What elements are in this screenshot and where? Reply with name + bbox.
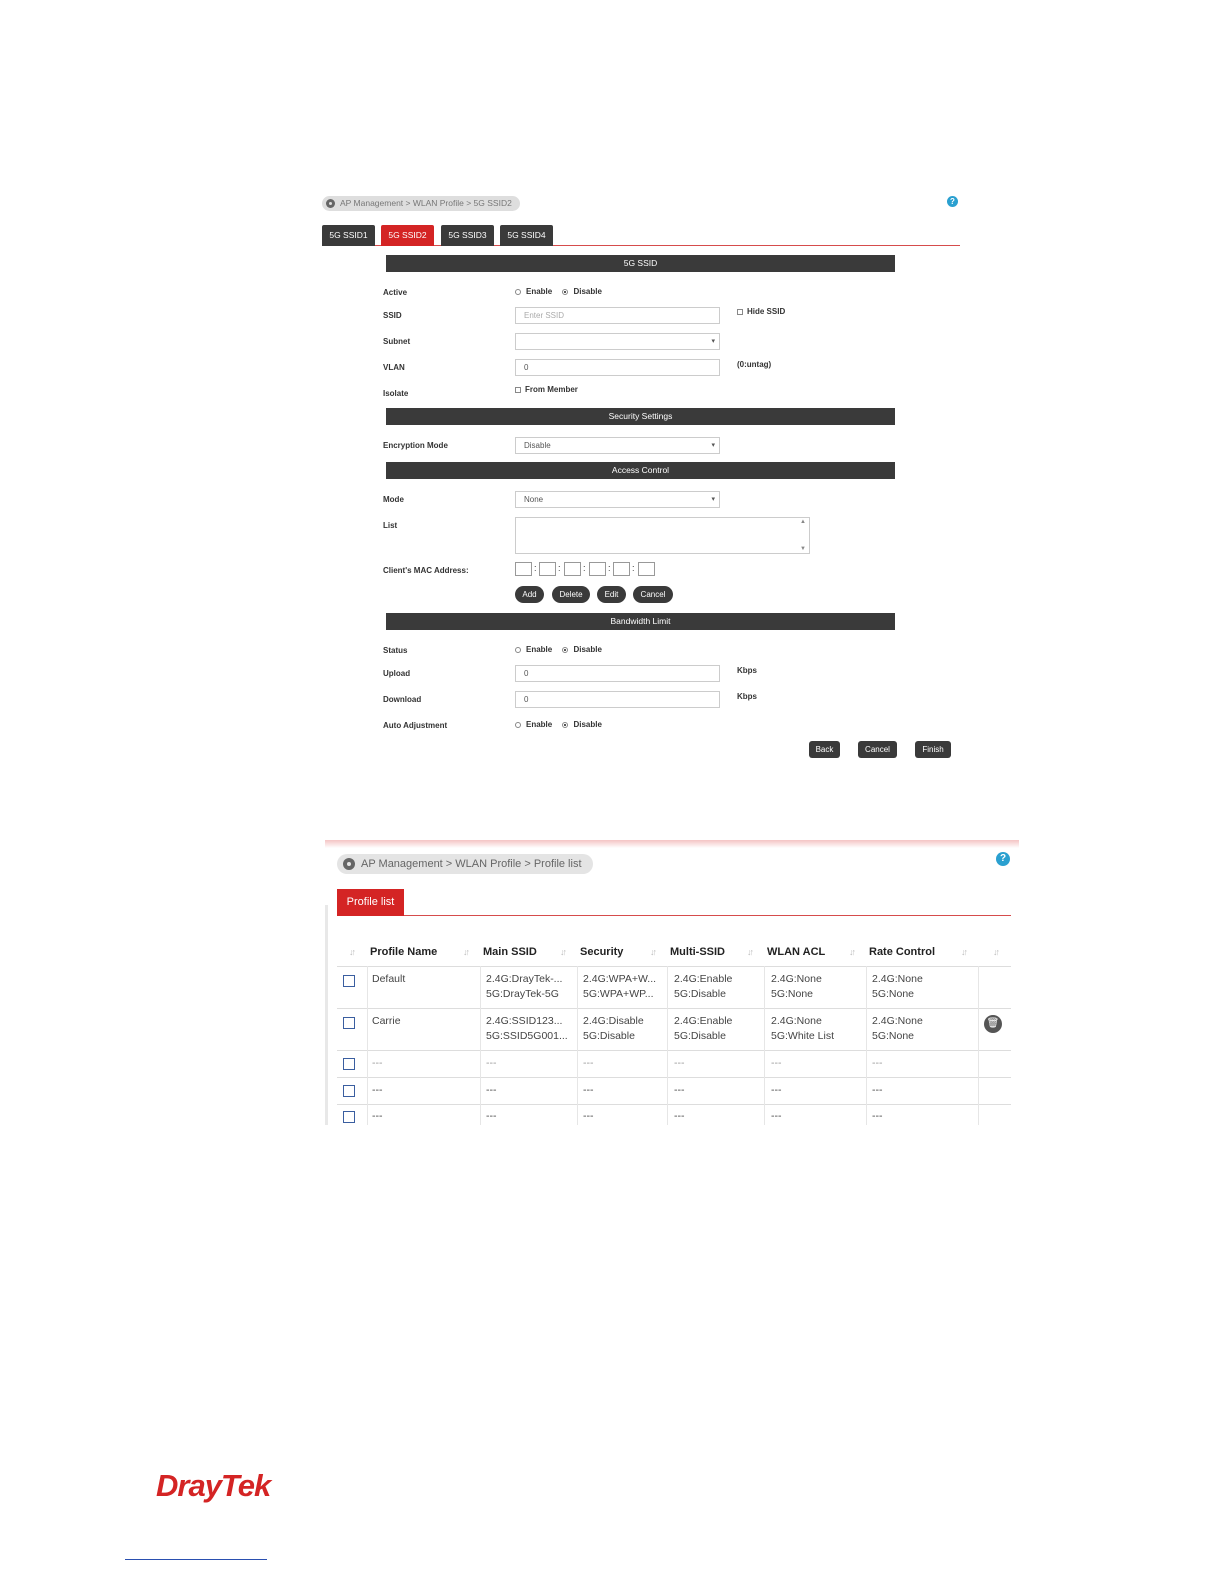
profile-name: --- <box>372 1084 383 1096</box>
multi-ssid: 2.4G:Enable 5G:Disable <box>674 973 733 1000</box>
wlan-acl: 2.4G:None 5G:None <box>771 973 822 1000</box>
location-pin-icon <box>343 858 355 870</box>
mac-separator: : <box>608 563 611 573</box>
tab-bar <box>322 225 960 246</box>
hide-ssid-checkbox[interactable] <box>737 309 743 315</box>
main-ssid: --- <box>486 1057 497 1069</box>
wlan-acl: --- <box>771 1084 782 1096</box>
active-enable-radio[interactable] <box>515 289 521 295</box>
auto-adjustment-label: Auto Adjustment <box>383 721 448 730</box>
status-disable-radio[interactable] <box>562 647 568 653</box>
section-5g-ssid: 5G SSID <box>386 255 895 272</box>
row-divider <box>337 966 1011 967</box>
active-disable-radio[interactable] <box>562 289 568 295</box>
sort-icon[interactable]: ↓↑ <box>993 947 998 957</box>
profile-name: Default <box>372 973 406 985</box>
left-edge <box>325 905 328 1125</box>
wlan-acl: --- <box>771 1057 782 1069</box>
location-pin-icon <box>326 199 335 208</box>
multi-ssid: --- <box>674 1084 685 1096</box>
mac-separator: : <box>534 563 537 573</box>
tab-5g-ssid4[interactable]: 5G SSID4 <box>500 225 553 246</box>
ssid-input[interactable]: Enter SSID <box>515 307 720 324</box>
download-label: Download <box>383 695 422 704</box>
breadcrumb <box>322 196 520 211</box>
breadcrumb-text: AP Management > WLAN Profile > 5G SSID2 <box>340 198 512 208</box>
add-button[interactable]: Add <box>515 586 544 603</box>
tab-5g-ssid3[interactable]: 5G SSID3 <box>441 225 494 246</box>
scroll-down-icon[interactable]: ▼ <box>800 546 806 552</box>
isolate-option <box>515 385 578 394</box>
auto-adjustment-radio-group <box>515 720 602 729</box>
col-security[interactable]: Security <box>580 946 624 958</box>
security: --- <box>583 1084 594 1096</box>
sort-icon[interactable]: ↓↑ <box>463 947 468 957</box>
rate-control: 2.4G:None 5G:None <box>872 1015 923 1042</box>
encryption-mode-label: Encryption Mode <box>383 441 448 450</box>
upload-label: Upload <box>383 669 411 678</box>
upload-unit: Kbps <box>737 666 757 675</box>
col-main-ssid[interactable]: Main SSID <box>483 946 537 958</box>
vlan-input[interactable]: 0 <box>515 359 720 376</box>
mac-octet-4[interactable] <box>589 562 606 576</box>
main-ssid: --- <box>486 1110 497 1122</box>
sort-icon[interactable]: ↓↑ <box>560 947 565 957</box>
rate-control: --- <box>872 1110 883 1122</box>
tab-5g-ssid2[interactable]: 5G SSID2 <box>381 225 434 246</box>
isolate-member-checkbox[interactable] <box>515 387 521 393</box>
mac-octet-3[interactable] <box>564 562 581 576</box>
status-enable-radio[interactable] <box>515 647 521 653</box>
list-label: List <box>383 521 398 530</box>
status-radio-group <box>515 645 602 654</box>
enable-label: Enable <box>526 645 553 655</box>
ssid-label: SSID <box>383 311 402 320</box>
tab-bar <box>337 889 1011 916</box>
col-divider <box>577 966 578 1125</box>
security: 2.4G:Disable 5G:Disable <box>583 1015 644 1042</box>
tab-5g-ssid1[interactable]: 5G SSID1 <box>322 225 375 246</box>
multi-ssid: --- <box>674 1057 685 1069</box>
profile-list-screen <box>325 840 1019 1125</box>
status-label: Status <box>383 646 408 655</box>
row-checkbox[interactable] <box>343 975 355 987</box>
disable-label: Disable <box>573 645 602 655</box>
subnet-label: Subnet <box>383 337 411 346</box>
section-bandwidth: Bandwidth Limit <box>386 613 895 630</box>
main-ssid: --- <box>486 1084 497 1096</box>
col-divider <box>764 966 765 1125</box>
rate-control: --- <box>872 1084 883 1096</box>
row-divider <box>337 1104 1011 1105</box>
rate-control: 2.4G:None 5G:None <box>872 973 923 1000</box>
profile-name: --- <box>372 1057 383 1069</box>
enable-label: Enable <box>526 287 553 297</box>
row-divider <box>337 1050 1011 1051</box>
main-ssid: 2.4G:SSID123... 5G:SSID5G001... <box>486 1015 568 1042</box>
breadcrumb <box>337 854 593 874</box>
help-icon[interactable]: ? <box>947 196 958 207</box>
client-mac-label: Client's MAC Address: <box>383 566 469 575</box>
row-divider <box>337 1077 1011 1078</box>
mac-list-box[interactable] <box>515 517 810 554</box>
footer-link-line <box>125 1559 267 1560</box>
profile-name: Carrie <box>372 1015 401 1027</box>
mode-label: Mode <box>383 495 404 504</box>
disable-label: Disable <box>573 720 602 730</box>
isolate-label: Isolate <box>383 389 409 398</box>
draytek-logo: DrayTek <box>156 1468 271 1503</box>
acl-cancel-button[interactable]: Cancel <box>633 586 673 603</box>
finish-button[interactable]: Finish <box>915 741 951 758</box>
wlan-acl: --- <box>771 1110 782 1122</box>
cancel-button[interactable]: Cancel <box>858 741 897 758</box>
col-multi-ssid[interactable]: Multi-SSID <box>670 946 725 958</box>
col-divider <box>367 966 368 1125</box>
active-radio-group <box>515 287 602 296</box>
col-wlan-acl[interactable]: WLAN ACL <box>767 946 826 958</box>
trash-icon[interactable]: 🗑 <box>984 1015 1002 1033</box>
enable-label: Enable <box>526 720 553 730</box>
row-checkbox[interactable] <box>343 1111 355 1123</box>
rate-control: --- <box>872 1057 883 1069</box>
mac-octet-5[interactable] <box>613 562 630 576</box>
sort-icon[interactable]: ↓↑ <box>650 947 655 957</box>
download-unit: Kbps <box>737 692 757 701</box>
mac-separator: : <box>558 563 561 573</box>
auto-enable-radio[interactable] <box>515 722 521 728</box>
mac-separator: : <box>632 563 635 573</box>
help-icon[interactable]: ? <box>996 852 1010 866</box>
mac-separator: : <box>583 563 586 573</box>
acl-mode-select[interactable]: None ▾ <box>515 491 720 508</box>
sort-icon[interactable]: ↓↑ <box>747 947 752 957</box>
isolate-member-label: From Member <box>525 385 578 395</box>
hide-ssid-label: Hide SSID <box>747 307 786 317</box>
mac-octet-6[interactable] <box>638 562 655 576</box>
mac-octet-1[interactable] <box>515 562 532 576</box>
sort-icon[interactable]: ↓↑ <box>849 947 854 957</box>
row-checkbox[interactable] <box>343 1017 355 1029</box>
subnet-select[interactable] <box>515 333 720 350</box>
col-divider <box>866 966 867 1125</box>
download-input[interactable]: 0 <box>515 691 720 708</box>
upload-input[interactable]: 0 <box>515 665 720 682</box>
row-checkbox[interactable] <box>343 1085 355 1097</box>
col-divider <box>978 966 979 1125</box>
top-shadow <box>325 840 1019 848</box>
section-access-control: Access Control <box>386 462 895 479</box>
active-label: Active <box>383 288 408 297</box>
delete-button[interactable]: Delete <box>552 586 590 603</box>
col-divider <box>480 966 481 1125</box>
security: 2.4G:WPA+W... 5G:WPA+WP... <box>583 973 657 1000</box>
sort-icon[interactable]: ↓↑ <box>961 947 966 957</box>
back-button[interactable]: Back <box>809 741 840 758</box>
vlan-note: (0:untag) <box>737 360 772 369</box>
wlan-acl: 2.4G:None 5G:White List <box>771 1015 835 1042</box>
col-profile-name[interactable]: Profile Name <box>370 946 438 958</box>
auto-disable-radio[interactable] <box>562 722 568 728</box>
security: --- <box>583 1057 594 1069</box>
multi-ssid: --- <box>674 1110 685 1122</box>
security: --- <box>583 1110 594 1122</box>
edit-button[interactable]: Edit <box>597 586 626 603</box>
ssid-settings-screen <box>320 190 960 770</box>
encryption-mode-select[interactable]: Disable ▾ <box>515 437 720 454</box>
tab-profile-list[interactable]: Profile list <box>337 889 404 916</box>
sort-icon[interactable]: ↓↑ <box>349 947 354 957</box>
row-checkbox[interactable] <box>343 1058 355 1070</box>
multi-ssid: 2.4G:Enable 5G:Disable <box>674 1015 733 1042</box>
scroll-up-icon[interactable]: ▲ <box>800 519 806 525</box>
disable-label: Disable <box>573 287 602 297</box>
profile-name: --- <box>372 1110 383 1122</box>
main-ssid: 2.4G:DrayTek-... 5G:DrayTek-5G <box>486 973 563 1000</box>
section-security: Security Settings <box>386 408 895 425</box>
breadcrumb-text: AP Management > WLAN Profile > Profile list <box>361 858 582 870</box>
row-divider <box>337 1008 1011 1009</box>
vlan-label: VLAN <box>383 363 405 372</box>
col-divider <box>667 966 668 1125</box>
mac-octet-2[interactable] <box>539 562 556 576</box>
hide-ssid-option <box>737 307 785 316</box>
col-rate-control[interactable]: Rate Control <box>869 946 935 958</box>
